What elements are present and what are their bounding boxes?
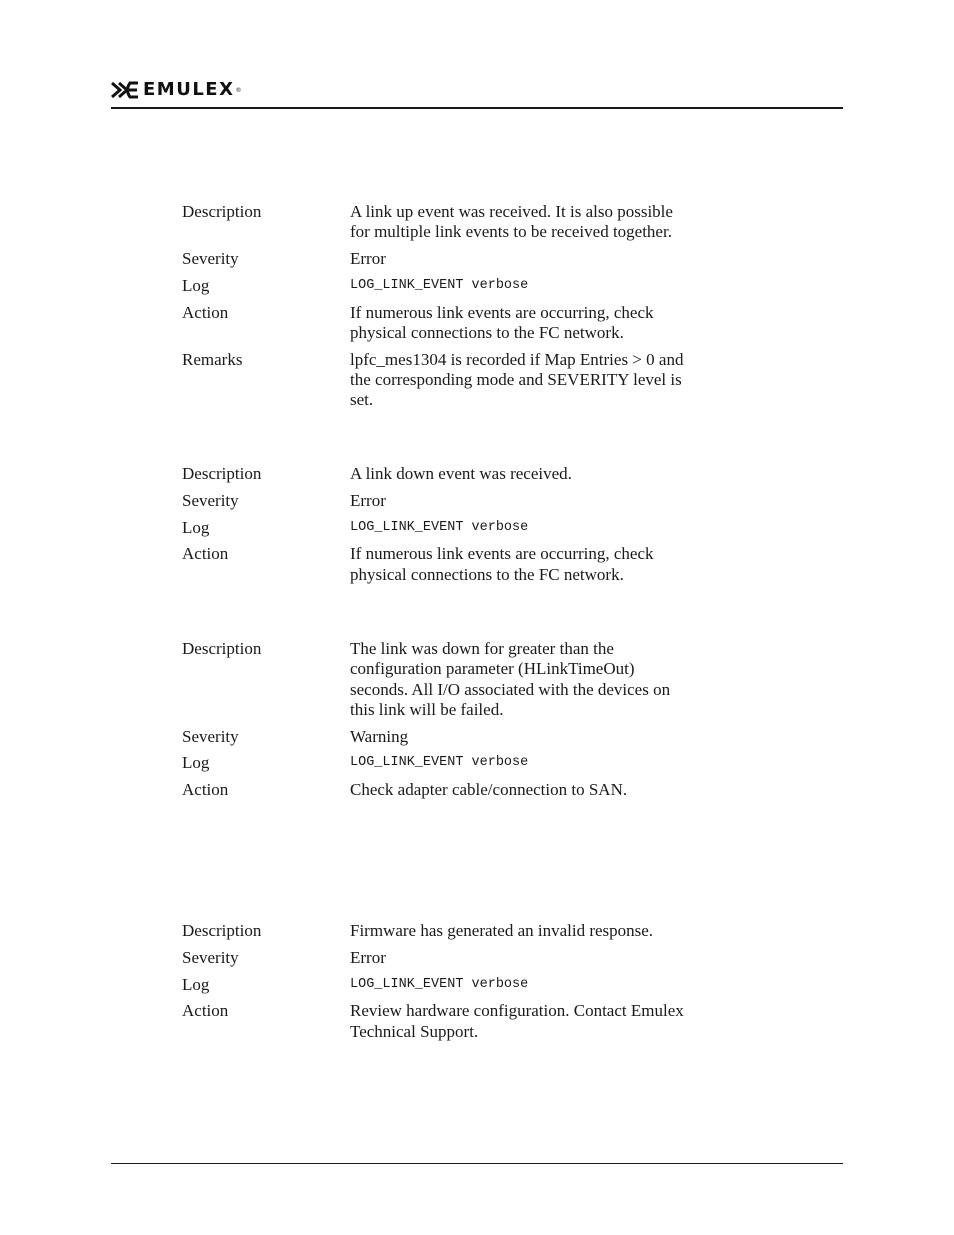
message-entry: [182, 464, 742, 591]
log-value: LOG_LINK_EVENT verbose: [350, 519, 529, 535]
action-label: Action: [182, 1001, 229, 1021]
severity-value: Warning: [350, 726, 409, 746]
action-label: Action: [182, 780, 229, 800]
log-label: Log: [182, 974, 210, 994]
description-value: The link was down for greater than the configuration parameter (HLinkTimeOut) seconds. All I/O associated with the devices on this link will be failed.: [350, 639, 671, 719]
log-value: LOG_LINK_EVENT verbose: [350, 755, 529, 771]
description-value: Firmware has generated an invalid response.: [350, 921, 654, 940]
action-row: [182, 303, 742, 344]
description-value: A link down event was received.: [350, 464, 572, 483]
log-label: Log: [182, 517, 210, 537]
remarks-row: [182, 350, 742, 411]
header-rule: [111, 107, 843, 109]
description-label: Description: [182, 639, 262, 658]
log-row: [182, 753, 742, 773]
remarks-label: Remarks: [182, 349, 243, 369]
severity-row: [182, 491, 742, 511]
action-row: [182, 1001, 742, 1042]
action-label: Action: [182, 544, 229, 564]
log-label: Log: [182, 275, 210, 295]
description-label: Description: [182, 202, 262, 221]
log-label: Log: [182, 753, 210, 773]
description-row: [182, 921, 742, 941]
description-value: A link up event was received. It is also possible for multiple link events to be received together.: [350, 202, 673, 242]
logo-trademark: ®: [235, 86, 242, 94]
log-value: LOG_LINK_EVENT verbose: [350, 277, 529, 293]
message-entry: [182, 921, 742, 1048]
action-row: [182, 780, 742, 800]
emulex-logo-icon: [111, 81, 139, 99]
log-row: [182, 276, 742, 296]
severity-row: [182, 249, 742, 269]
description-row: [182, 464, 742, 484]
description-row: [182, 202, 742, 243]
log-row: [182, 518, 742, 538]
message-entry: [182, 202, 742, 417]
footer-rule: [111, 1163, 843, 1164]
message-entry: [182, 639, 742, 807]
severity-label: Severity: [182, 490, 239, 510]
action-value: Check adapter cable/connection to SAN.: [350, 780, 628, 800]
action-value: If numerous link events are occurring, check physical connections to the FC network.: [350, 302, 654, 342]
severity-value: Error: [350, 490, 386, 510]
emulex-logo: [111, 80, 241, 100]
action-value: Review hardware configuration. Contact Emulex Technical Support.: [350, 1001, 684, 1041]
severity-label: Severity: [182, 947, 239, 967]
severity-label: Severity: [182, 249, 239, 269]
remarks-value: lpfc_mes1304 is recorded if Map Entries > 0 and the corresponding mode and SEVERITY level is set.: [350, 349, 684, 410]
action-value: If numerous link events are occurring, check physical connections to the FC network.: [350, 544, 654, 584]
severity-row: [182, 948, 742, 968]
description-label: Description: [182, 921, 262, 940]
severity-label: Severity: [182, 726, 239, 746]
log-value: LOG_LINK_EVENT verbose: [350, 976, 529, 992]
description-row: [182, 639, 742, 720]
logo-text: EMULEX: [143, 79, 235, 100]
action-row: [182, 544, 742, 585]
action-label: Action: [182, 302, 229, 322]
severity-value: Error: [350, 947, 386, 967]
severity-row: [182, 727, 742, 747]
log-row: [182, 975, 742, 995]
severity-value: Error: [350, 249, 386, 269]
description-label: Description: [182, 464, 262, 483]
